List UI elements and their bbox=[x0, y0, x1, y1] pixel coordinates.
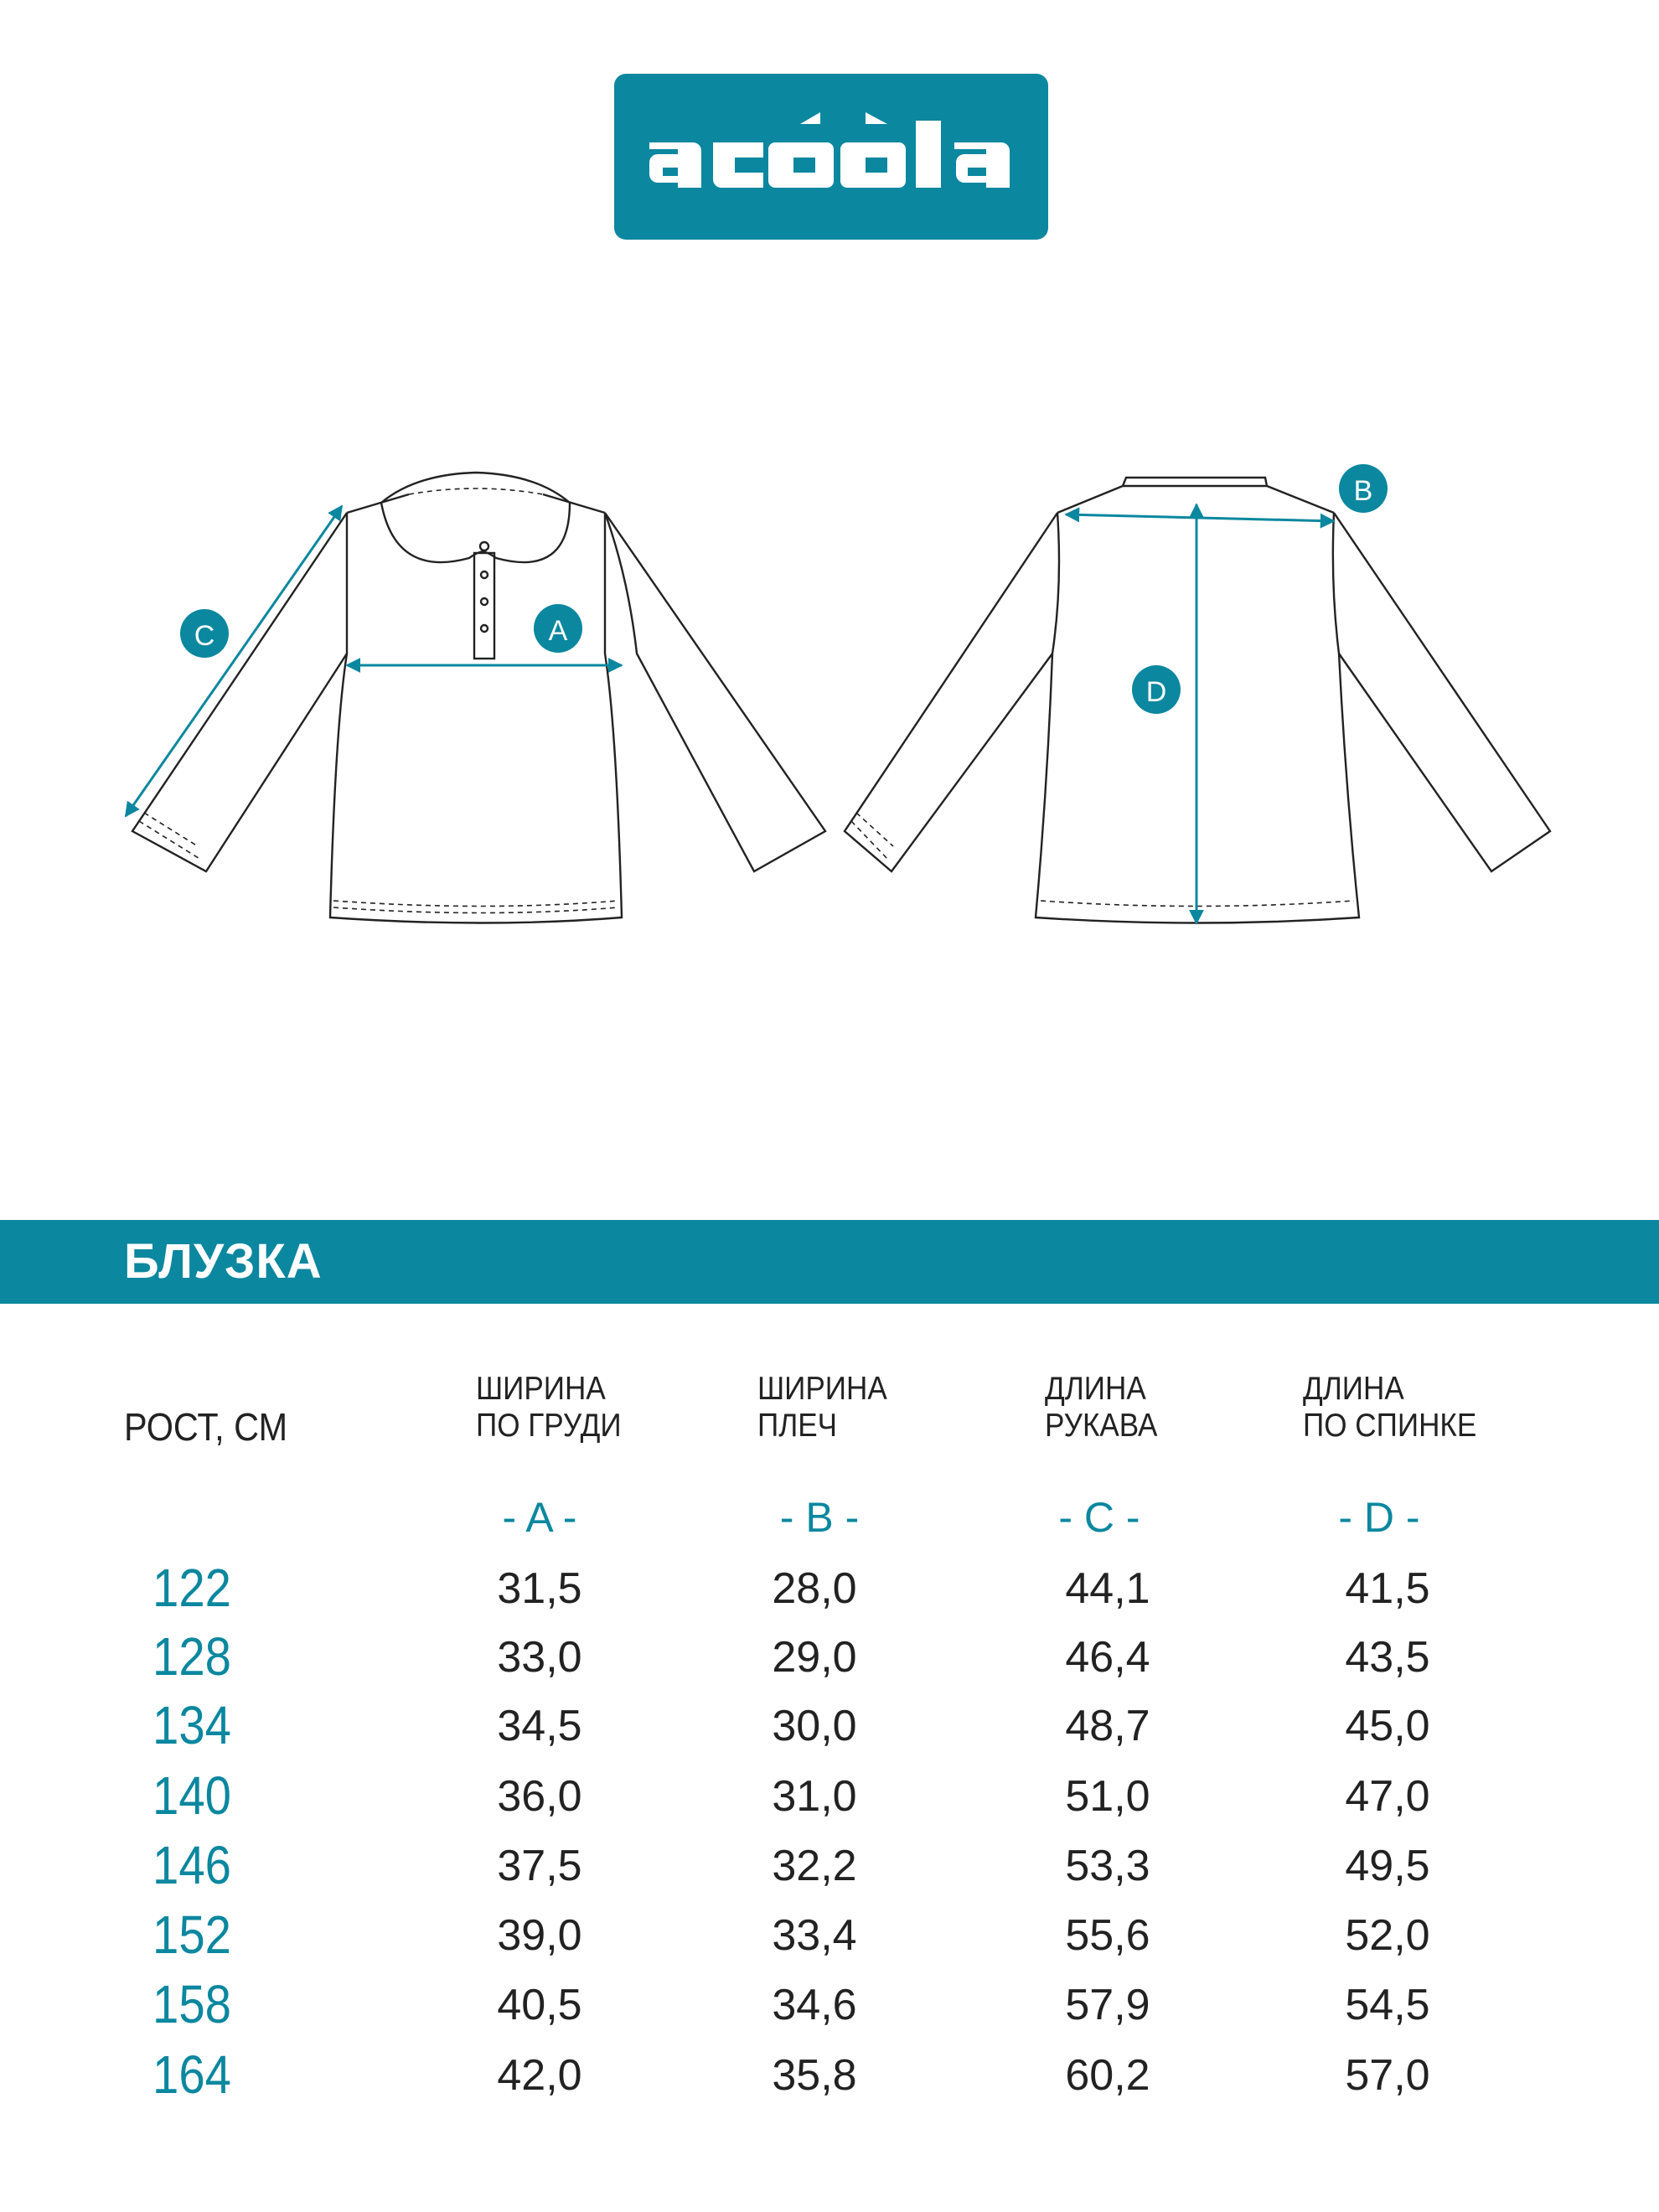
value-d: 54,5 bbox=[1345, 1981, 1430, 2029]
value-b: 34,6 bbox=[772, 1981, 857, 2029]
table-row bbox=[0, 1973, 1659, 2042]
front-view-drawing bbox=[132, 473, 825, 923]
brand-logo bbox=[614, 74, 1048, 240]
row-size: 134 bbox=[152, 1695, 231, 1755]
value-a: 37,5 bbox=[497, 1842, 582, 1890]
column-header-chest: ШИРИНА ПО ГРУДИ bbox=[476, 1371, 622, 1444]
column-letter-a: - A - bbox=[502, 1494, 577, 1541]
value-c: 57,9 bbox=[1065, 1981, 1150, 2029]
product-title: БЛУЗКА bbox=[124, 1234, 323, 1289]
value-d: 43,5 bbox=[1345, 1633, 1430, 1682]
value-c: 55,6 bbox=[1065, 1911, 1150, 1960]
acoola-logo-mark bbox=[614, 74, 1048, 240]
row-size: 158 bbox=[152, 1974, 231, 2034]
marker-d bbox=[1132, 665, 1181, 714]
value-a: 33,0 bbox=[497, 1633, 582, 1682]
column-header-sleeve: ДЛИНА РУКАВА bbox=[1045, 1371, 1158, 1444]
height-header: РОСТ, СМ bbox=[124, 1405, 288, 1449]
column-letter-c: - C - bbox=[1058, 1494, 1140, 1541]
value-c: 44,1 bbox=[1065, 1564, 1150, 1613]
value-d: 49,5 bbox=[1345, 1842, 1430, 1890]
value-d: 45,0 bbox=[1345, 1702, 1430, 1750]
column-header-back-length: ДЛИНА ПО СПИНКЕ bbox=[1303, 1371, 1477, 1444]
value-d: 47,0 bbox=[1345, 1772, 1430, 1821]
table-row bbox=[0, 1557, 1659, 1625]
value-b: 29,0 bbox=[772, 1633, 857, 1682]
garment-drawings bbox=[0, 452, 1659, 947]
measure-line-b bbox=[1066, 514, 1334, 521]
value-a: 36,0 bbox=[497, 1772, 582, 1821]
value-b: 31,0 bbox=[772, 1772, 857, 1821]
table-row bbox=[0, 1694, 1659, 1763]
svg-text:C: C bbox=[194, 620, 215, 652]
row-size: 152 bbox=[152, 1904, 231, 1965]
value-b: 33,4 bbox=[772, 1911, 857, 1960]
row-size: 146 bbox=[152, 1835, 231, 1895]
column-letter-b: - B - bbox=[779, 1494, 860, 1541]
value-b: 30,0 bbox=[772, 1702, 857, 1750]
table-row bbox=[0, 1625, 1659, 1694]
value-b: 32,2 bbox=[772, 1842, 857, 1890]
table-row bbox=[0, 1834, 1659, 1903]
column-header-shoulders: ШИРИНА ПЛЕЧ bbox=[757, 1371, 887, 1444]
table-row bbox=[0, 2044, 1659, 2112]
column-letter-d: - D - bbox=[1338, 1494, 1420, 1541]
marker-a bbox=[534, 604, 582, 653]
row-size: 140 bbox=[152, 1765, 231, 1826]
measure-line-c bbox=[126, 506, 342, 816]
row-size: 122 bbox=[152, 1558, 231, 1618]
svg-text:D: D bbox=[1145, 676, 1167, 708]
value-c: 46,4 bbox=[1065, 1633, 1150, 1682]
svg-text:A: A bbox=[548, 615, 568, 647]
value-a: 40,5 bbox=[497, 1981, 582, 2029]
value-a: 39,0 bbox=[497, 1911, 582, 1960]
value-c: 51,0 bbox=[1065, 1772, 1150, 1821]
table-row bbox=[0, 1765, 1659, 1833]
table-row bbox=[0, 1904, 1659, 1972]
row-size: 164 bbox=[152, 2044, 231, 2105]
marker-c bbox=[180, 609, 229, 658]
value-d: 57,0 bbox=[1345, 2051, 1430, 2100]
value-d: 52,0 bbox=[1345, 1911, 1430, 1960]
value-b: 35,8 bbox=[772, 2051, 857, 2100]
value-a: 42,0 bbox=[497, 2051, 582, 2100]
value-a: 31,5 bbox=[497, 1564, 582, 1613]
value-b: 28,0 bbox=[772, 1564, 857, 1613]
marker-b bbox=[1339, 464, 1388, 513]
row-size: 128 bbox=[152, 1626, 231, 1687]
product-banner bbox=[0, 1220, 1659, 1304]
value-c: 60,2 bbox=[1065, 2051, 1150, 2100]
value-c: 48,7 bbox=[1065, 1702, 1150, 1750]
value-c: 53,3 bbox=[1065, 1842, 1150, 1890]
value-d: 41,5 bbox=[1345, 1564, 1430, 1613]
svg-text:B: B bbox=[1353, 475, 1373, 507]
value-a: 34,5 bbox=[497, 1702, 582, 1750]
